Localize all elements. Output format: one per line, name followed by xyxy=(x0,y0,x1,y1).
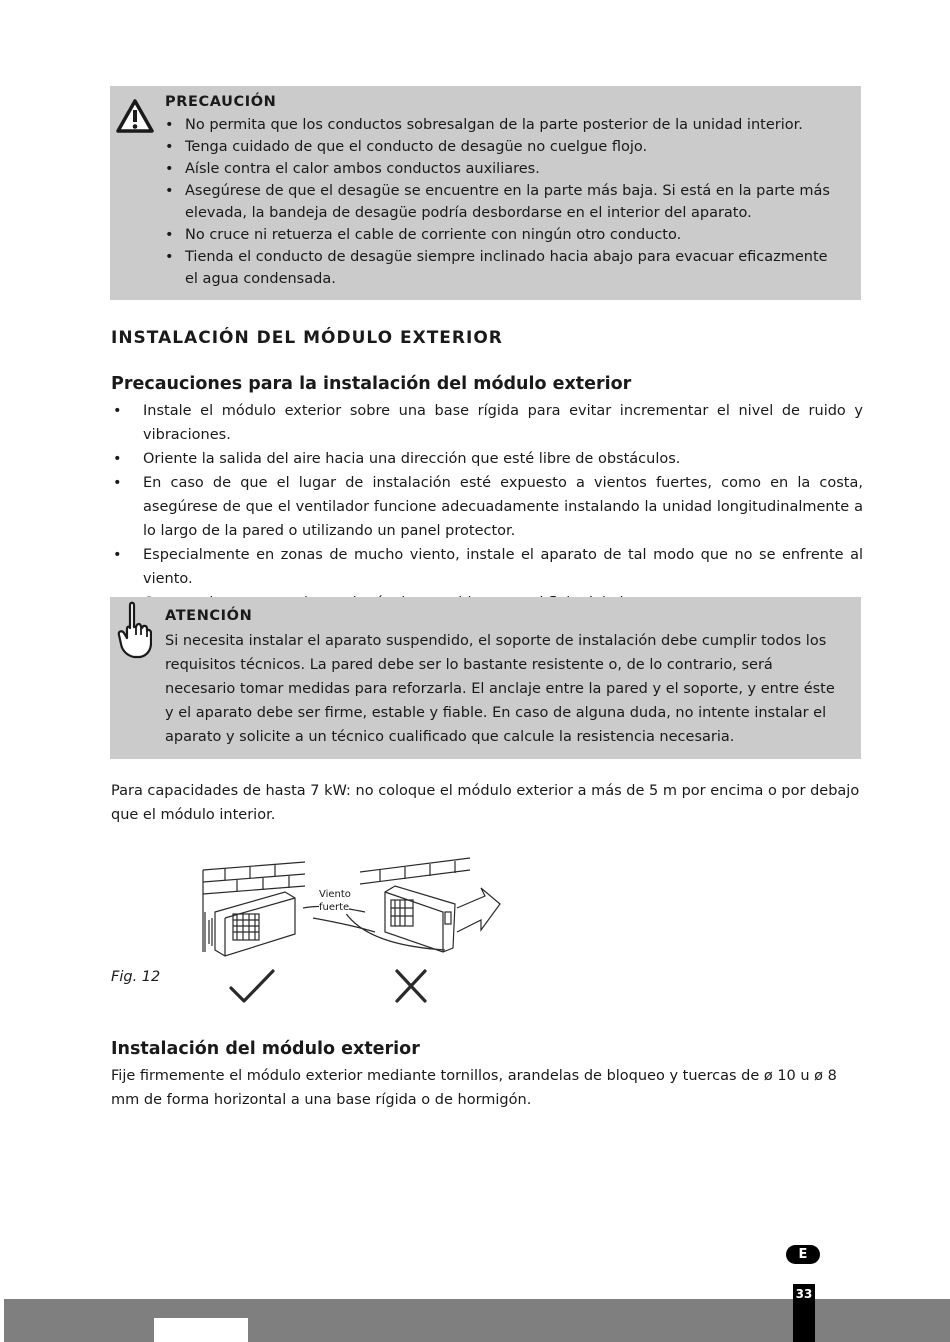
cross-icon xyxy=(394,968,428,1004)
wind-label-2: fuerte xyxy=(319,902,350,913)
list-item: • No cruce ni retuerza el cable de corriente con ningún otro conducto. xyxy=(165,224,845,246)
list-item: • No permita que los conductos sobresalgan de la parte posterior de la unidad interior. xyxy=(165,114,845,136)
list-item: • Aísle contra el calor ambos conductos auxiliares. xyxy=(165,158,845,180)
warning-triangle-icon xyxy=(115,98,155,134)
list-item: • Oriente la salida del aire hacia una dirección que esté libre de obstáculos. xyxy=(111,447,863,471)
list-item: • Tenga cuidado de que el conducto de desagüe no cuelgue flojo. xyxy=(165,136,845,158)
page-number: 33 xyxy=(793,1284,815,1342)
attention-text: Si necesita instalar el aparato suspendido, el soporte de instalación debe cumplir todos los requisitos técnicos. La pared debe ser lo bastante resistente o, de lo contrario, será necesario tomar medidas para reforzarla. El anclaje entre la pared y el soporte, y entre éste y el aparato debe ser firme, estable y fiable. En caso de alguna duda, no intente instalar el aparato y solicite a un técnico cualificado que calcule la resistencia necesaria. xyxy=(165,633,835,745)
installation-text: Fije firmemente el módulo exterior mediante tornillos, arandelas de bloqueo y tuercas de ø 10 u ø 8 mm de forma horizontal a una base rígida o de hormigón. xyxy=(111,1068,837,1108)
figure-12 xyxy=(195,852,505,1012)
caution-box xyxy=(110,86,861,300)
capacity-note: Para capacidades de hasta 7 kW: no coloque el módulo exterior a más de 5 m por encima o por debajo que el módulo interior. xyxy=(111,783,860,823)
list-item: • Especialmente en zonas de mucho viento, instale el aparato de tal modo que no se enfrente al viento. xyxy=(111,543,863,591)
list-item: • Tienda el conducto de desagüe siempre inclinado hacia abajo para evacuar eficazmente el agua condensada. xyxy=(165,246,845,290)
language-badge: E xyxy=(786,1245,820,1264)
caution-list xyxy=(165,114,845,290)
attention-box xyxy=(110,597,861,759)
list-item: • Instale el módulo exterior sobre una base rígida para evitar incrementar el nivel de ruido y vibraciones. xyxy=(111,399,863,447)
list-item: • En caso de que el lugar de instalación esté expuesto a vientos fuertes, como en la costa, asegúrese de que el ventilador funcione adecuadamente instalando la unidad longitudinalmente a lo largo de la pared o utilizando un panel protector. xyxy=(111,471,863,543)
attention-title: ATENCIÓN xyxy=(165,608,253,624)
checkmark-icon xyxy=(228,968,276,1006)
section-heading: INSTALACIÓN DEL MÓDULO EXTERIOR xyxy=(111,328,503,348)
caution-title: PRECAUCIÓN xyxy=(165,94,277,110)
pointing-hand-icon xyxy=(116,601,152,661)
installation-heading: Instalación del módulo exterior xyxy=(111,1039,420,1059)
precautions-heading: Precauciones para la instalación del módulo exterior xyxy=(111,374,632,394)
footer-tab xyxy=(154,1318,248,1342)
figure-label: Fig. 12 xyxy=(111,969,161,985)
precautions-list xyxy=(111,399,863,615)
list-item: • Asegúrese de que el desagüe se encuentre en la parte más baja. Si está en la parte más elevada, la bandeja de desagüe podría desbordarse en el interior del aparato. xyxy=(165,180,845,224)
wind-label-1: Viento xyxy=(319,889,351,900)
